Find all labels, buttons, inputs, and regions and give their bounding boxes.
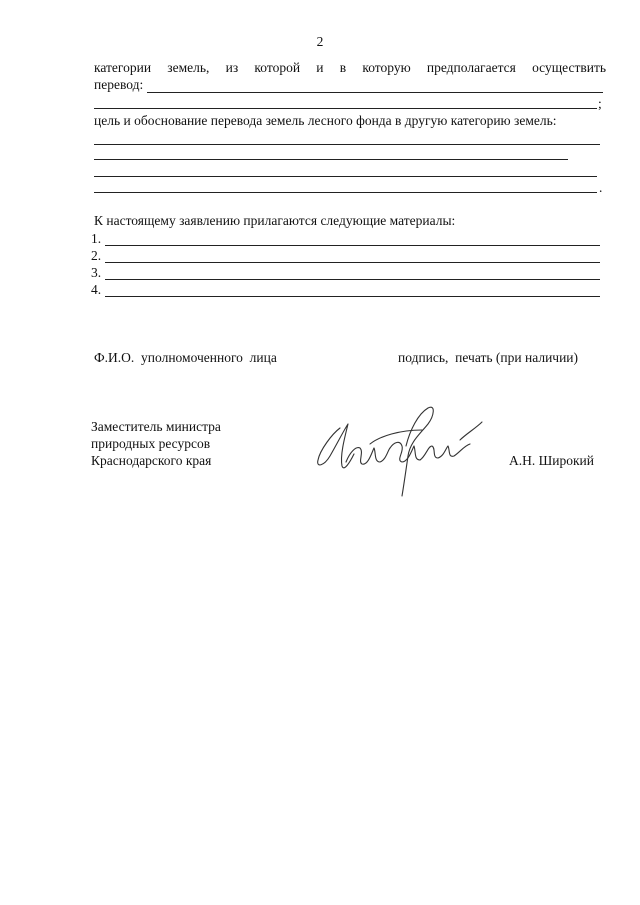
text-word: и <box>316 60 324 75</box>
attachment-fill-line <box>105 279 600 280</box>
fill-line <box>147 92 603 93</box>
fill-line <box>94 144 600 145</box>
line-end-period: . <box>599 180 603 195</box>
attachment-fill-line <box>105 262 600 263</box>
text-word: из <box>225 60 239 75</box>
category-line-2-label: перевод: <box>94 77 144 92</box>
fill-line <box>94 192 597 193</box>
text-word: которой <box>254 60 301 75</box>
attachment-item-number: 4. <box>91 282 102 297</box>
text-word: которую <box>362 60 411 75</box>
text-word: категории <box>94 60 152 75</box>
line-end-semicolon: ; <box>598 96 602 111</box>
purpose-label: цель и обоснование перевода земель лесного фонда в другую категорию земель: <box>94 113 557 128</box>
category-line-1 <box>94 60 606 76</box>
text-word: в <box>339 60 347 75</box>
text-word: предполагается <box>426 60 516 75</box>
attachment-fill-line <box>105 296 600 297</box>
signatory-position-line-2: природных ресурсов <box>91 436 211 451</box>
text-word: осуществить <box>532 60 606 75</box>
signature-seal-label: подпись, печать (при наличии) <box>398 350 579 365</box>
signatory-position-line-3: Краснодарского края <box>91 453 212 468</box>
fill-line <box>94 176 597 177</box>
attachment-fill-line <box>105 245 600 246</box>
attachments-intro: К настоящему заявлению прилагаются следующие материалы: <box>94 213 456 228</box>
signatory-position-line-1: Заместитель министра <box>91 419 221 434</box>
attachment-item-number: 3. <box>91 265 102 280</box>
handwritten-signature <box>310 400 490 500</box>
fio-label: Ф.И.О. уполномоченного лица <box>94 350 277 365</box>
fill-line <box>94 108 597 109</box>
page-number: 2 <box>316 34 324 49</box>
fill-line <box>94 159 568 160</box>
signatory-name: А.Н. Широкий <box>509 453 594 468</box>
text-word: земель, <box>167 60 210 75</box>
attachment-item-number: 2. <box>91 248 102 263</box>
attachment-item-number: 1. <box>91 231 102 246</box>
